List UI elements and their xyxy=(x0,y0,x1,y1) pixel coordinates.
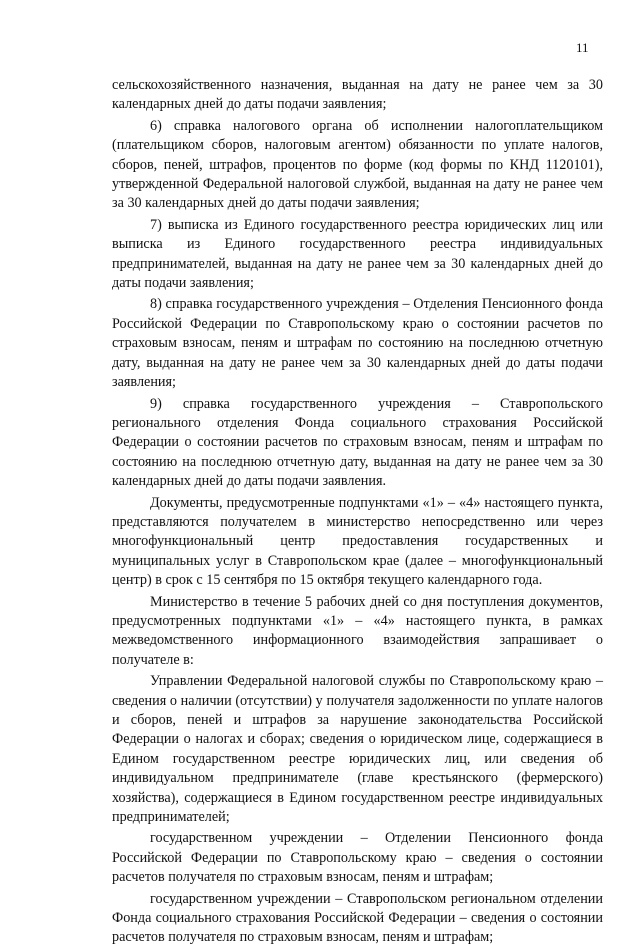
paragraph-item-8: 8) справка государственного учреждения – Отделения Пенсионного фонда Российской Федерации по Ставропольскому краю о состоянии расчетов по страховым взносам, пеням и штрафам по состоянию на последнюю отчетную дату, выданная на дату не ранее чем за 30 календарных дней до даты подачи заявления; xyxy=(112,296,603,391)
paragraph-pension-fund: государственном учреждении – Отделении Пенсионного фонда Российской Федерации по Ставропольскому краю – сведения о состоянии расчетов получателя по страховым взносам, пеням и штрафам; xyxy=(112,830,603,886)
paragraph-item-9: 9) справка государственного учреждения – Ставропольского регионального отделения Фонда социального страхования Российской Федерации о состоянии расчетов по страховым взносам, пеням и штрафам по состоянию на последнюю отчетную дату, выданная на дату не ранее чем за 30 календарных дней до даты подачи заявления. xyxy=(112,395,603,490)
paragraph-item-6: 6) справка налогового органа об исполнении налогоплательщиком (плательщиком сборов, налоговым агентом) обязанности по уплате налогов, сборов, пеней, штрафов, процентов по форме (код формы по КНД 1120101), утвержденной Федеральной налоговой службой, выданная на дату не ранее чем за 30 календарных дней до даты подачи заявления; xyxy=(112,117,603,212)
paragraph-social-insurance: государственном учреждении – Ставропольском региональном отделении Фонда социального страхования Российской Федерации – сведения о состоянии расчетов получателя по страховым взносам, пеням и штрафам; xyxy=(112,890,603,946)
paragraph-continuation: сельскохозяйственного назначения, выданная на дату не ранее чем за 30 календарных дней до даты подачи заявления; xyxy=(112,77,603,113)
document-body xyxy=(112,76,603,950)
paragraph-item-7: 7) выписка из Единого государственного реестра юридических лиц или выписка из Единого государственного реестра индивидуальных предпринимателей, выданная на дату не ранее чем за 30 календарных дней до даты подачи заявления; xyxy=(112,216,603,292)
paragraph-ministry-request: Министерство в течение 5 рабочих дней со дня поступления документов, предусмотренных подпунктами «1» – «4» настоящего пункта, в рамках межведомственного информационного взаимодействия запрашивает о получателе в: xyxy=(112,593,603,668)
page-number: 11 xyxy=(576,40,589,55)
paragraph-documents: Документы, предусмотренные подпунктами «1» – «4» настоящего пункта, представляются получателем в министерство непосредственно или через многофункциональный центр предоставления государственных и муниципальных услуг в Ставропольском крае (далее – многофункциональный центр) в срок с 15 сентября по 15 октября текущего календарного года. xyxy=(112,494,603,589)
paragraph-tax-service: Управлении Федеральной налоговой службы по Ставропольскому краю – сведения о наличии (отсутствии) у получателя задолженности по уплате налогов и сборов, пеней и штрафов за нарушение законодательства Российской Федерации о налогах и сборах; сведения о юридическом лице, содержащиеся в Едином государственном реестре юридических лиц, или сведения об индивидуальном предпринимателе (главе крестьянского (фермерского) хозяйства), содержащиеся в Едином государственном реестре индивидуальных предпринимателей; xyxy=(112,673,603,826)
